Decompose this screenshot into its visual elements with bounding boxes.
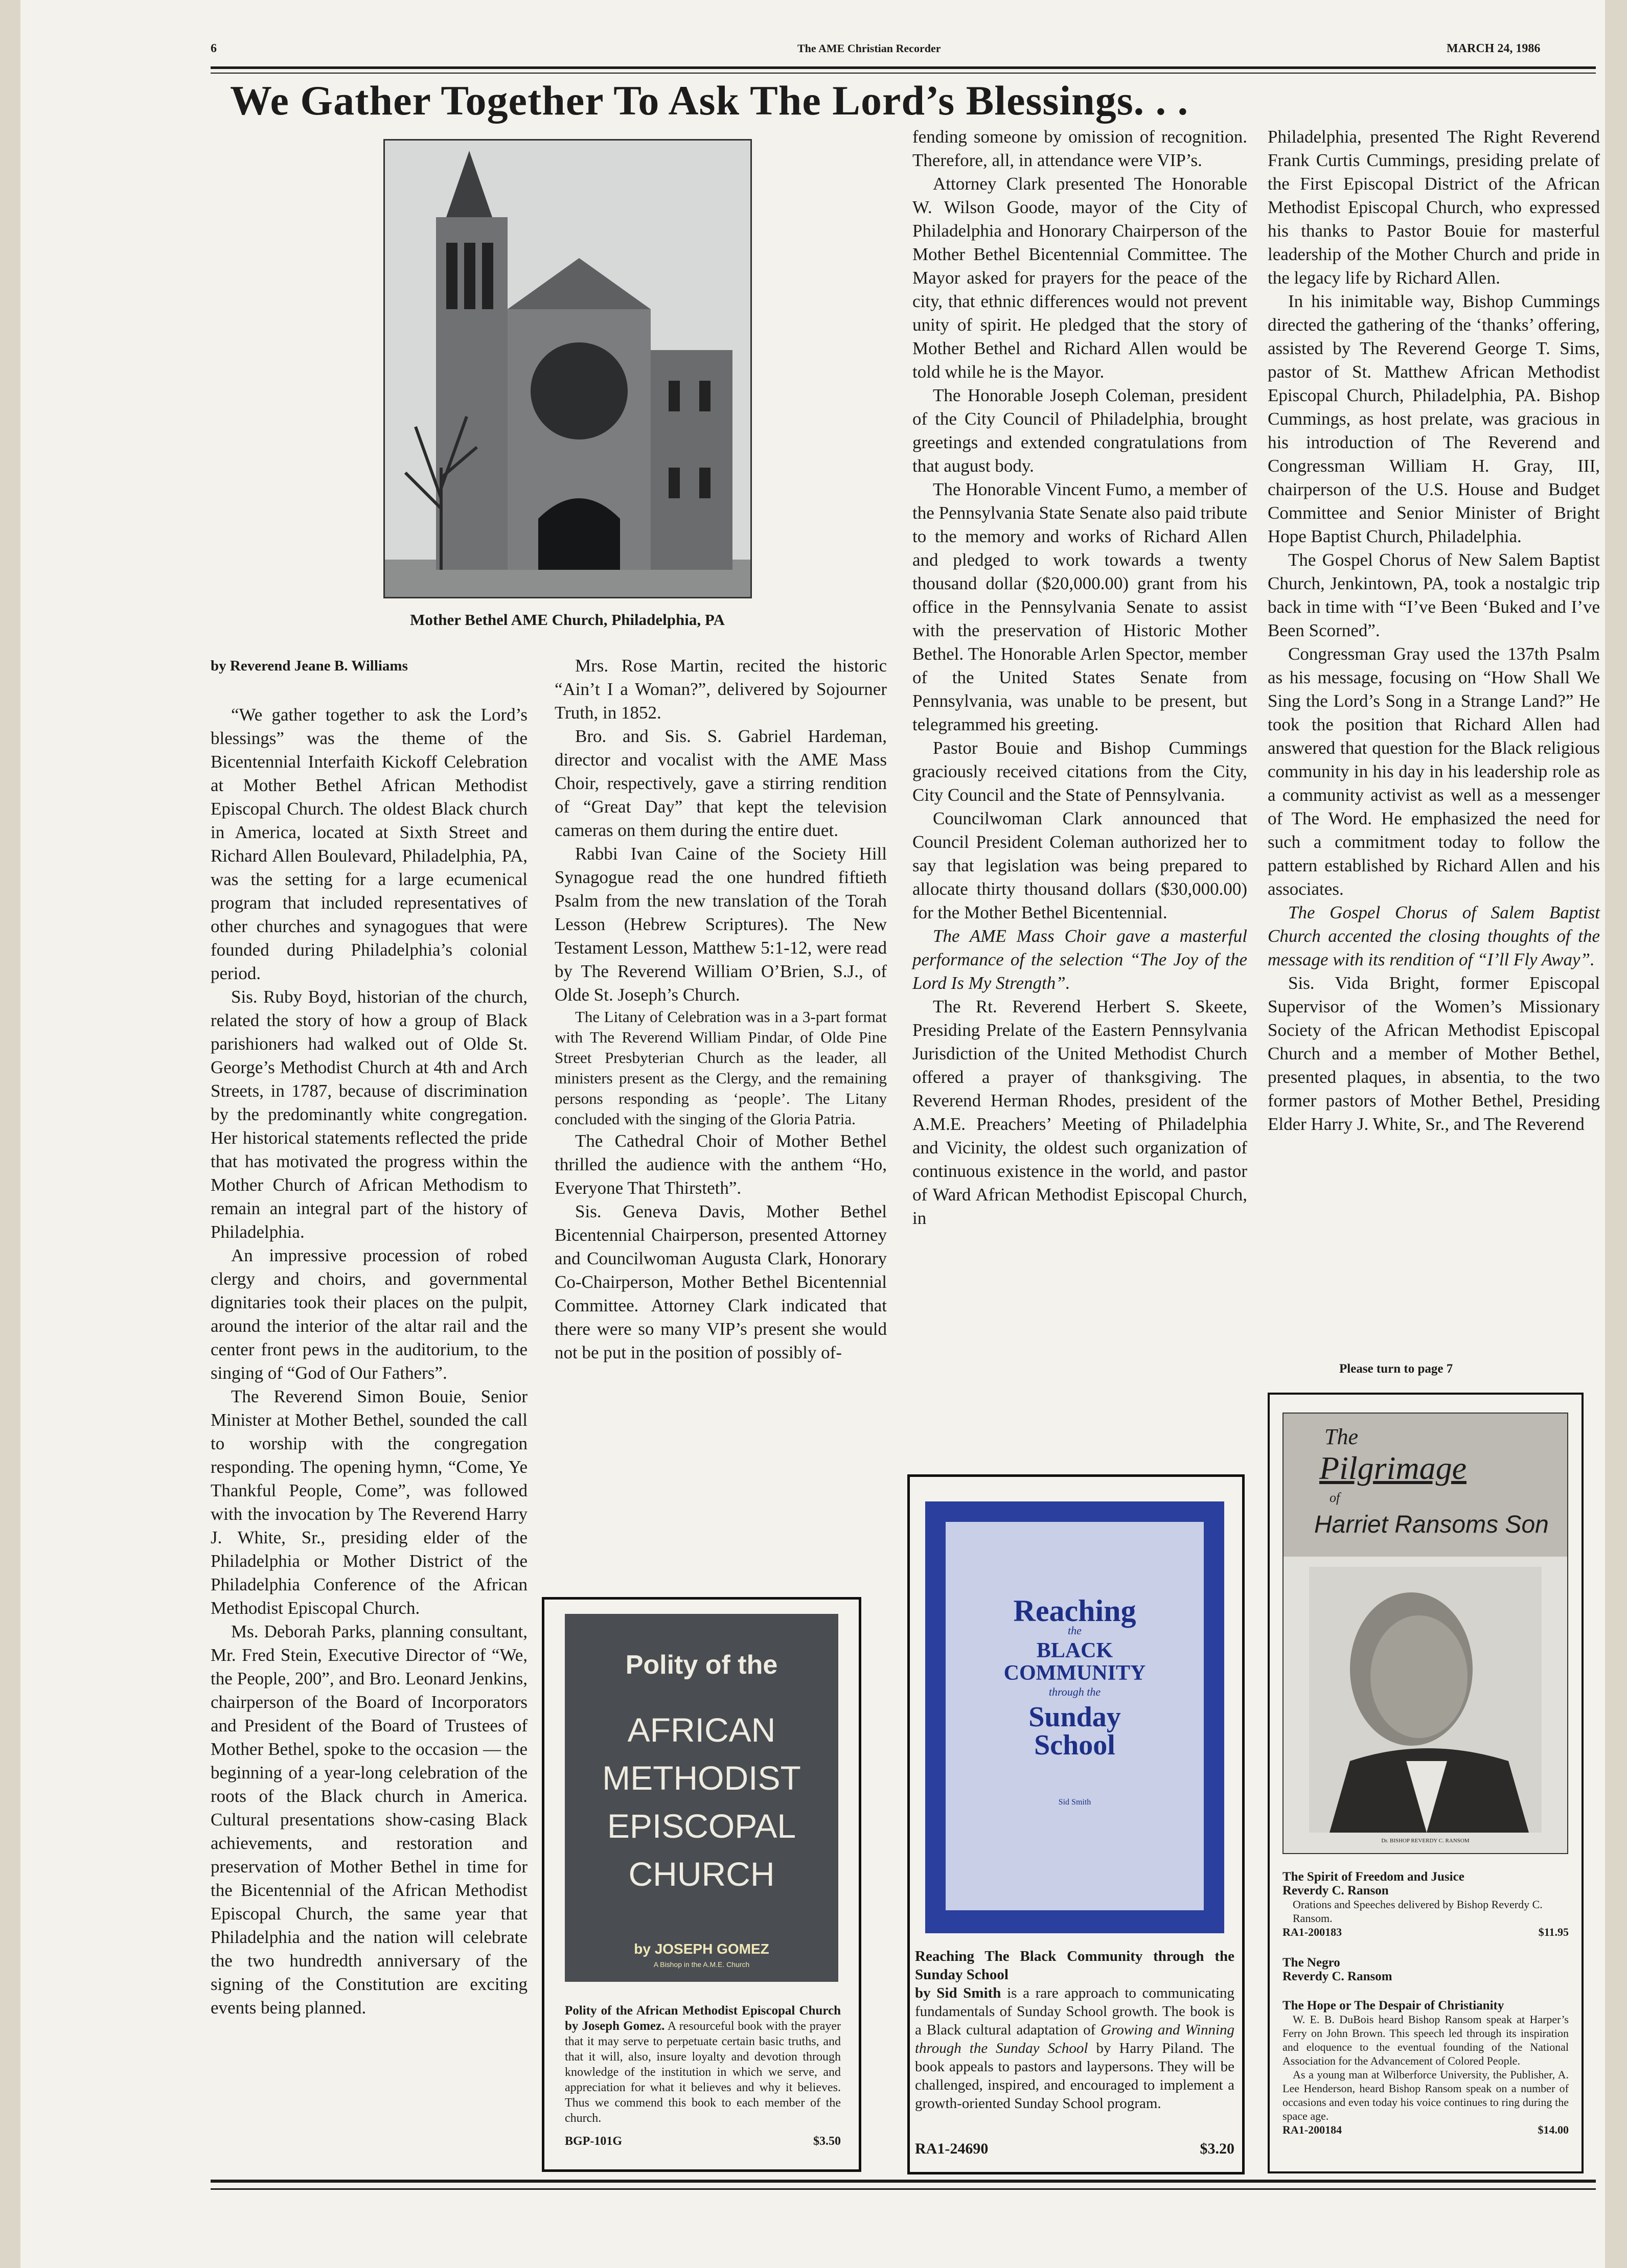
pilgrimage-book-cover	[1282, 1413, 1568, 1854]
paragraph: Sis. Ruby Boyd, historian of the church, related the story of how a group of Black parishioners had walked out of Olde St. George’s Methodist Church at 4th and Arch Streets, in 1787, because of discrimination by the predominantly white congregation. Her historical statements reflected the pride that has motivated the progress within the Mother Church of African Methodism to remain an integral part of the history of Philadelphia.	[211, 987, 528, 1242]
page-number: 6	[211, 42, 217, 55]
polity-order-line	[565, 2134, 841, 2149]
ad-pilgrimage	[1268, 1393, 1584, 2173]
church-illustration	[385, 141, 750, 597]
cover-title-block	[565, 1706, 838, 1898]
order-line	[1282, 1925, 1569, 1940]
paragraph: Councilwoman Clark announced that Council President Coleman authorized her to say that legislation was being prepared to allocate thirty thousand dollars ($30,000.00) for the Mother Bethel Bicentennial.	[912, 808, 1247, 922]
paragraph: Pastor Bouie and Bishop Cummings graciously received citations from the City, City Council and the State of Pennsylvania.	[912, 738, 1247, 805]
item-title: The Spirit of Freedom and Jusice	[1282, 1870, 1464, 1884]
item-desc: W. E. B. DuBois heard Bishop Ransom speak at Harper’s Ferry on John Brown. This speech led through its inspiration and eloquence to the eventual founding of the National Association for the Advancement of Colored People.	[1282, 2013, 1569, 2067]
polity-book-cover	[565, 1614, 838, 1982]
item-title: The Negro	[1282, 1956, 1340, 1970]
issue-date: MARCH 24, 1986	[1447, 42, 1541, 55]
article-column-4	[1268, 125, 1600, 1136]
cover-author: by JOSEPH GOMEZ	[634, 1941, 769, 1957]
cover-community: COMMUNITY	[1003, 1661, 1146, 1685]
article-column-1	[211, 654, 528, 2020]
paragraph: The Honorable Joseph Coleman, president of the City Council of Philadelphia, brought greetings and extended congratulations from that august body.	[912, 385, 1247, 476]
paragraph: The Gospel Chorus of New Salem Baptist Church, Jenkintown, PA, took a nostalgic trip back in time with “I’ve Been ‘Buked and I’ve Been Scorned”.	[1268, 550, 1600, 640]
ad-title: Reaching The Black Community through the Sunday School	[915, 1948, 1234, 1983]
order-line	[1282, 2123, 1569, 2138]
newspaper-page	[20, 0, 1605, 2268]
paragraph: Congressman Gray used the 137th Psalm as his message, focusing on “How Shall We Sing the Lord’s Song in a Strange Land?” He took the position that Richard Allen had answered that question for the Black religious community in his day in his leadership role as a community activist as well as a messenger of The Word. He emphasized the need for such a commitment today to follow the pattern established by Richard Allen and his associates.	[1268, 644, 1600, 899]
portrait-image	[1309, 1567, 1542, 1833]
cover-title-band	[1284, 1414, 1567, 1557]
paragraph: The Gospel Chorus of Salem Baptist Church accented the closing thoughts of the message with its rendition of “I’ll Fly Away”.	[1268, 902, 1600, 969]
cover-author: Sid Smith	[1058, 1798, 1091, 1807]
cover-title-line: Polity of the	[625, 1650, 778, 1680]
paragraph: An impressive procession of robed clergy and choirs, and governmental dignitaries took their places on the pulpit, around the interior of the altar rail and the center front pews in the auditorium, to the singing of “God of Our Fathers”.	[211, 1245, 528, 1383]
sku: RA1-200183	[1282, 1926, 1342, 1938]
cover-name: Harriet Ransoms Son	[1314, 1511, 1549, 1538]
reaching-order-line	[915, 2141, 1234, 2157]
item-desc: Orations and Speeches delivered by Bishop Reverdy C. Ransom.	[1293, 1898, 1543, 1925]
ad-desc-italic: Growing and Winning through the Sunday School	[915, 2022, 1235, 2056]
cover-line: EPISCOPAL	[607, 1807, 796, 1845]
paragraph: Attorney Clark presented The Honorable W. Wilson Goode, mayor of the City of Philadelphia and Honorary Chairperson of the Mother Bethel Bicentennial Committee. The Mayor asked for prayers for the peace of the city, that ethnic differences would not prevent unity of spirit. He pledged that the story of Mother Bethel and Richard Allen would be told while he is the Mayor.	[912, 174, 1247, 382]
item-author: Reverdy C. Ranson	[1282, 1884, 1389, 1897]
cover-subtitle: A Bishop in the A.M.E. Church	[653, 1960, 750, 1969]
paragraph: In his inimitable way, Bishop Cummings directed the gathering of the ‘thanks’ offering, assisted by The Reverend George T. Sims, pastor of St. Matthew African Methodist Episcopal Church, Philadelphia, PA. Bishop Cummings, as host prelate, was gracious in his introduction of The Reverend and Congressman William H. Gray, III, chairperson of the U.S. House and Budget Committee and Senior Minister of Bright Hope Baptist Church, Philadelphia.	[1268, 291, 1600, 546]
paragraph: The Litany of Celebration was in a 3-part format with The Reverend William Pindar, of Olde Pine Street Presbyterian Church as the leader, all ministers present as the Clergy, and the remaining persons responding as ‘people’. The Litany concluded with the singing of the Gloria Patria.	[555, 1008, 887, 1128]
paragraph: Sis. Geneva Davis, Mother Bethel Bicentennial Chairperson, presented Attorney and Councilwoman Augusta Clark, Honorary Co-Chairperson, Mother Bethel Bicentennial Committee. Attorney Clark indicated that there were so many VIP’s present she would not be put in the position of possibly of-	[555, 1201, 887, 1362]
portrait-caption: Dr. BISHOP REVERDY C. RANSOM	[1381, 1838, 1470, 1844]
ad-desc: by Harry Piland. The book appeals to pastors and laypersons. They will be challenged, inspired, and encouraged to implement a growth-oriented Sunday School program.	[915, 2040, 1235, 2112]
item-author: Reverdy C. Ransom	[1282, 1970, 1392, 1983]
ad-reaching	[907, 1474, 1245, 2174]
headline: We Gather Together To Ask The Lord’s Blessings. . .	[230, 77, 1189, 124]
reaching-description	[915, 1947, 1234, 2113]
paragraph: Rabbi Ivan Caine of the Society Hill Synagogue read the one hundred fiftieth Psalm from the new translation of the Torah Lesson (Hebrew Scriptures). The New Testament Lesson, Matthew 5:1-12, were read by The Reverend William O’Brien, S.J., of Olde St. Joseph’s Church.	[555, 844, 887, 1005]
paragraph: fending someone by omission of recognition. Therefore, all, in attendance were VIP’s.	[912, 127, 1247, 170]
cover-reaching: Reaching	[1013, 1594, 1136, 1628]
item-desc: As a young man at Wilberforce University, the Publisher, A. Lee Henderson, heard Bishop Ransom speak on a number of occasions and even today his voice continues to ring during the space age.	[1282, 2068, 1569, 2122]
cover-inner	[946, 1522, 1204, 1910]
ad-polity	[542, 1597, 861, 2172]
top-rule	[211, 66, 1596, 69]
paragraph: The Reverend Simon Bouie, Senior Minister at Mother Bethel, sounded the call to worship with the congregation responding. The opening hymn, “Come, Ye Thankful People, Come”, was followed with the invocation by The Reverend Harry J. White, Sr., presiding elder of the Philadelphia or Mother District of the Philadelphia Conference of the African Methodist Episcopal Church.	[211, 1386, 528, 1618]
cover-school: School	[1034, 1729, 1115, 1761]
cover-through: through the	[1048, 1685, 1101, 1698]
article-column-3	[912, 125, 1247, 1230]
paragraph: Ms. Deborah Parks, planning consultant, Mr. Fred Stein, Executive Director of “We, the People, 200”, and Bro. Leonard Jenkins, chairperson of the Board of Incorporators and President of the Board of Trustees of Mother Bethel, spoke to the occasion — the beginning of a year-long celebration of the roots of the Black church in America. Cultural presentations show-casing Black achievements, and restoration and preservation of Mother Bethel in time for the Bicentennial of the African Methodist Episcopal Church, the same year that Philadelphia and the nation will celebrate the two hundredth anniversary of the signing of the Constitution are exciting events being planned.	[211, 1622, 528, 2018]
byline: by Reverend Jeane B. Williams	[211, 658, 408, 674]
paragraph: Sis. Vida Bright, former Episcopal Supervisor of the Women’s Missionary Society of the African Methodist Episcopal Church and a member of Mother Bethel, presented plaques, in absentia, to the two former pastors of Mother Bethel, Presiding Elder Harry J. White, Sr., and The Reverend	[1268, 973, 1600, 1134]
price: $11.95	[1538, 1926, 1569, 1938]
sku: RA1-200184	[1282, 2123, 1342, 2136]
publication-name: The AME Christian Recorder	[797, 42, 941, 55]
cover-line: METHODIST	[602, 1759, 801, 1797]
top-rule-thin	[211, 73, 1596, 74]
bottom-rule	[211, 2180, 1596, 2183]
cover-of: of	[1330, 1490, 1340, 1505]
paragraph: The Rt. Reverend Herbert S. Skeete, Presiding Prelate of the Eastern Pennsylvania Jurisdiction of the United Methodist Church offered a prayer of thanksgiving. The Reverend Herman Rhodes, president of the A.M.E. Preachers’ Meeting of Philadelphia and Vicinity, the oldest such organization of continuous existence in the world, and pastor of Ward African Methodist Episcopal Church, in	[912, 997, 1247, 1228]
paragraph: “We gather together to ask the Lord’s blessings” was the theme of the Bicentennial Interfaith Kickoff Celebration at Mother Bethel African Methodist Episcopal Church. The oldest Black church in America, located at Sixth Street and Richard Allen Boulevard, Philadelphia, PA, was the setting for a large ecumenical program that included representatives of other churches and synagogues that were founded during Philadelphia’s colonial period.	[211, 705, 528, 983]
polity-description	[565, 2003, 841, 2126]
paragraph: Mrs. Rose Martin, recited the historic “Ain’t I a Woman?”, delivered by Sojourner Truth, in 1852.	[555, 656, 887, 723]
ad-desc: A resourceful book with the prayer that it may serve to perpetuate certain basic truths, and that it will, also, insure loyalty and devotion through knowledge of the institution in which we serve, and appreciation for what it believes and why it believes. Thus we commend this book to each member of the church.	[565, 2020, 841, 2125]
ad-title: Polity of the African Methodist Episcopal Church by Joseph Gomez.	[565, 2004, 841, 2033]
price: $3.20	[1200, 2140, 1234, 2157]
pilgrimage-listings	[1282, 1870, 1569, 2138]
ad-author: by Sid Smith	[915, 1985, 1001, 2001]
price: $3.50	[813, 2135, 841, 2148]
cover-pilgrimage: Pilgrimage	[1319, 1450, 1466, 1486]
photo-caption: Mother Bethel AME Church, Philadelphia, PA	[410, 611, 725, 629]
sku: BGP-101G	[565, 2135, 622, 2148]
bottom-rule-thin	[211, 2188, 1596, 2190]
paragraph: The Cathedral Choir of Mother Bethel thrilled the audience with the anthem “Ho, Everyone That Thirsteth”.	[555, 1131, 887, 1198]
paragraph: The AME Mass Choir gave a masterful performance of the selection “The Joy of the Lord Is My Strength”.	[912, 926, 1247, 993]
item-title: The Hope or The Despair of Christianity	[1282, 1999, 1504, 2012]
paragraph: Bro. and Sis. S. Gabriel Hardeman, director and vocalist with the AME Mass Choir, respectively, gave a stirring rendition of “Great Day” that kept the television cameras on them during the entire duet.	[555, 726, 887, 840]
article-column-2	[555, 654, 887, 1364]
cover-black: BLACK	[1036, 1639, 1113, 1662]
cover-the: the	[1068, 1624, 1082, 1637]
church-photo	[383, 139, 752, 598]
cover-the: The	[1324, 1424, 1358, 1449]
price: $14.00	[1538, 2123, 1569, 2136]
reaching-book-cover	[925, 1501, 1224, 1933]
ad-desc: is a rare approach to communicating fundamentals of Sunday School growth. The book is a Black cultural adaptation of	[915, 1985, 1235, 2038]
cover-line: CHURCH	[628, 1855, 775, 1893]
paragraph: The Honorable Vincent Fumo, a member of the Pennsylvania State Senate also paid tribute to the memory and works of Richard Allen and pledged to work towards a twenty thousand dollar ($20,000.00) grant from his office in the Pennsylvania Senate to assist with the preservation of Historic Mother Bethel. The Honorable Arlen Spector, member of the United States Senate from Pennsylvania, was unable to be present, but telegrammed his greeting.	[912, 479, 1247, 734]
sku: RA1-24690	[915, 2140, 989, 2157]
cover-line: AFRICAN	[627, 1711, 776, 1749]
paragraph: Philadelphia, presented The Right Reverend Frank Curtis Cummings, presiding prelate of the First Episcopal District of the African Methodist Episcopal Church, who expressed his thanks to Pastor Bouie for masterful leadership of the Mother Church and pride in the legacy life by Richard Allen.	[1268, 127, 1600, 288]
cover-sunday: Sunday	[1028, 1701, 1121, 1733]
continued-notice: Please turn to page 7	[1339, 1362, 1453, 1376]
